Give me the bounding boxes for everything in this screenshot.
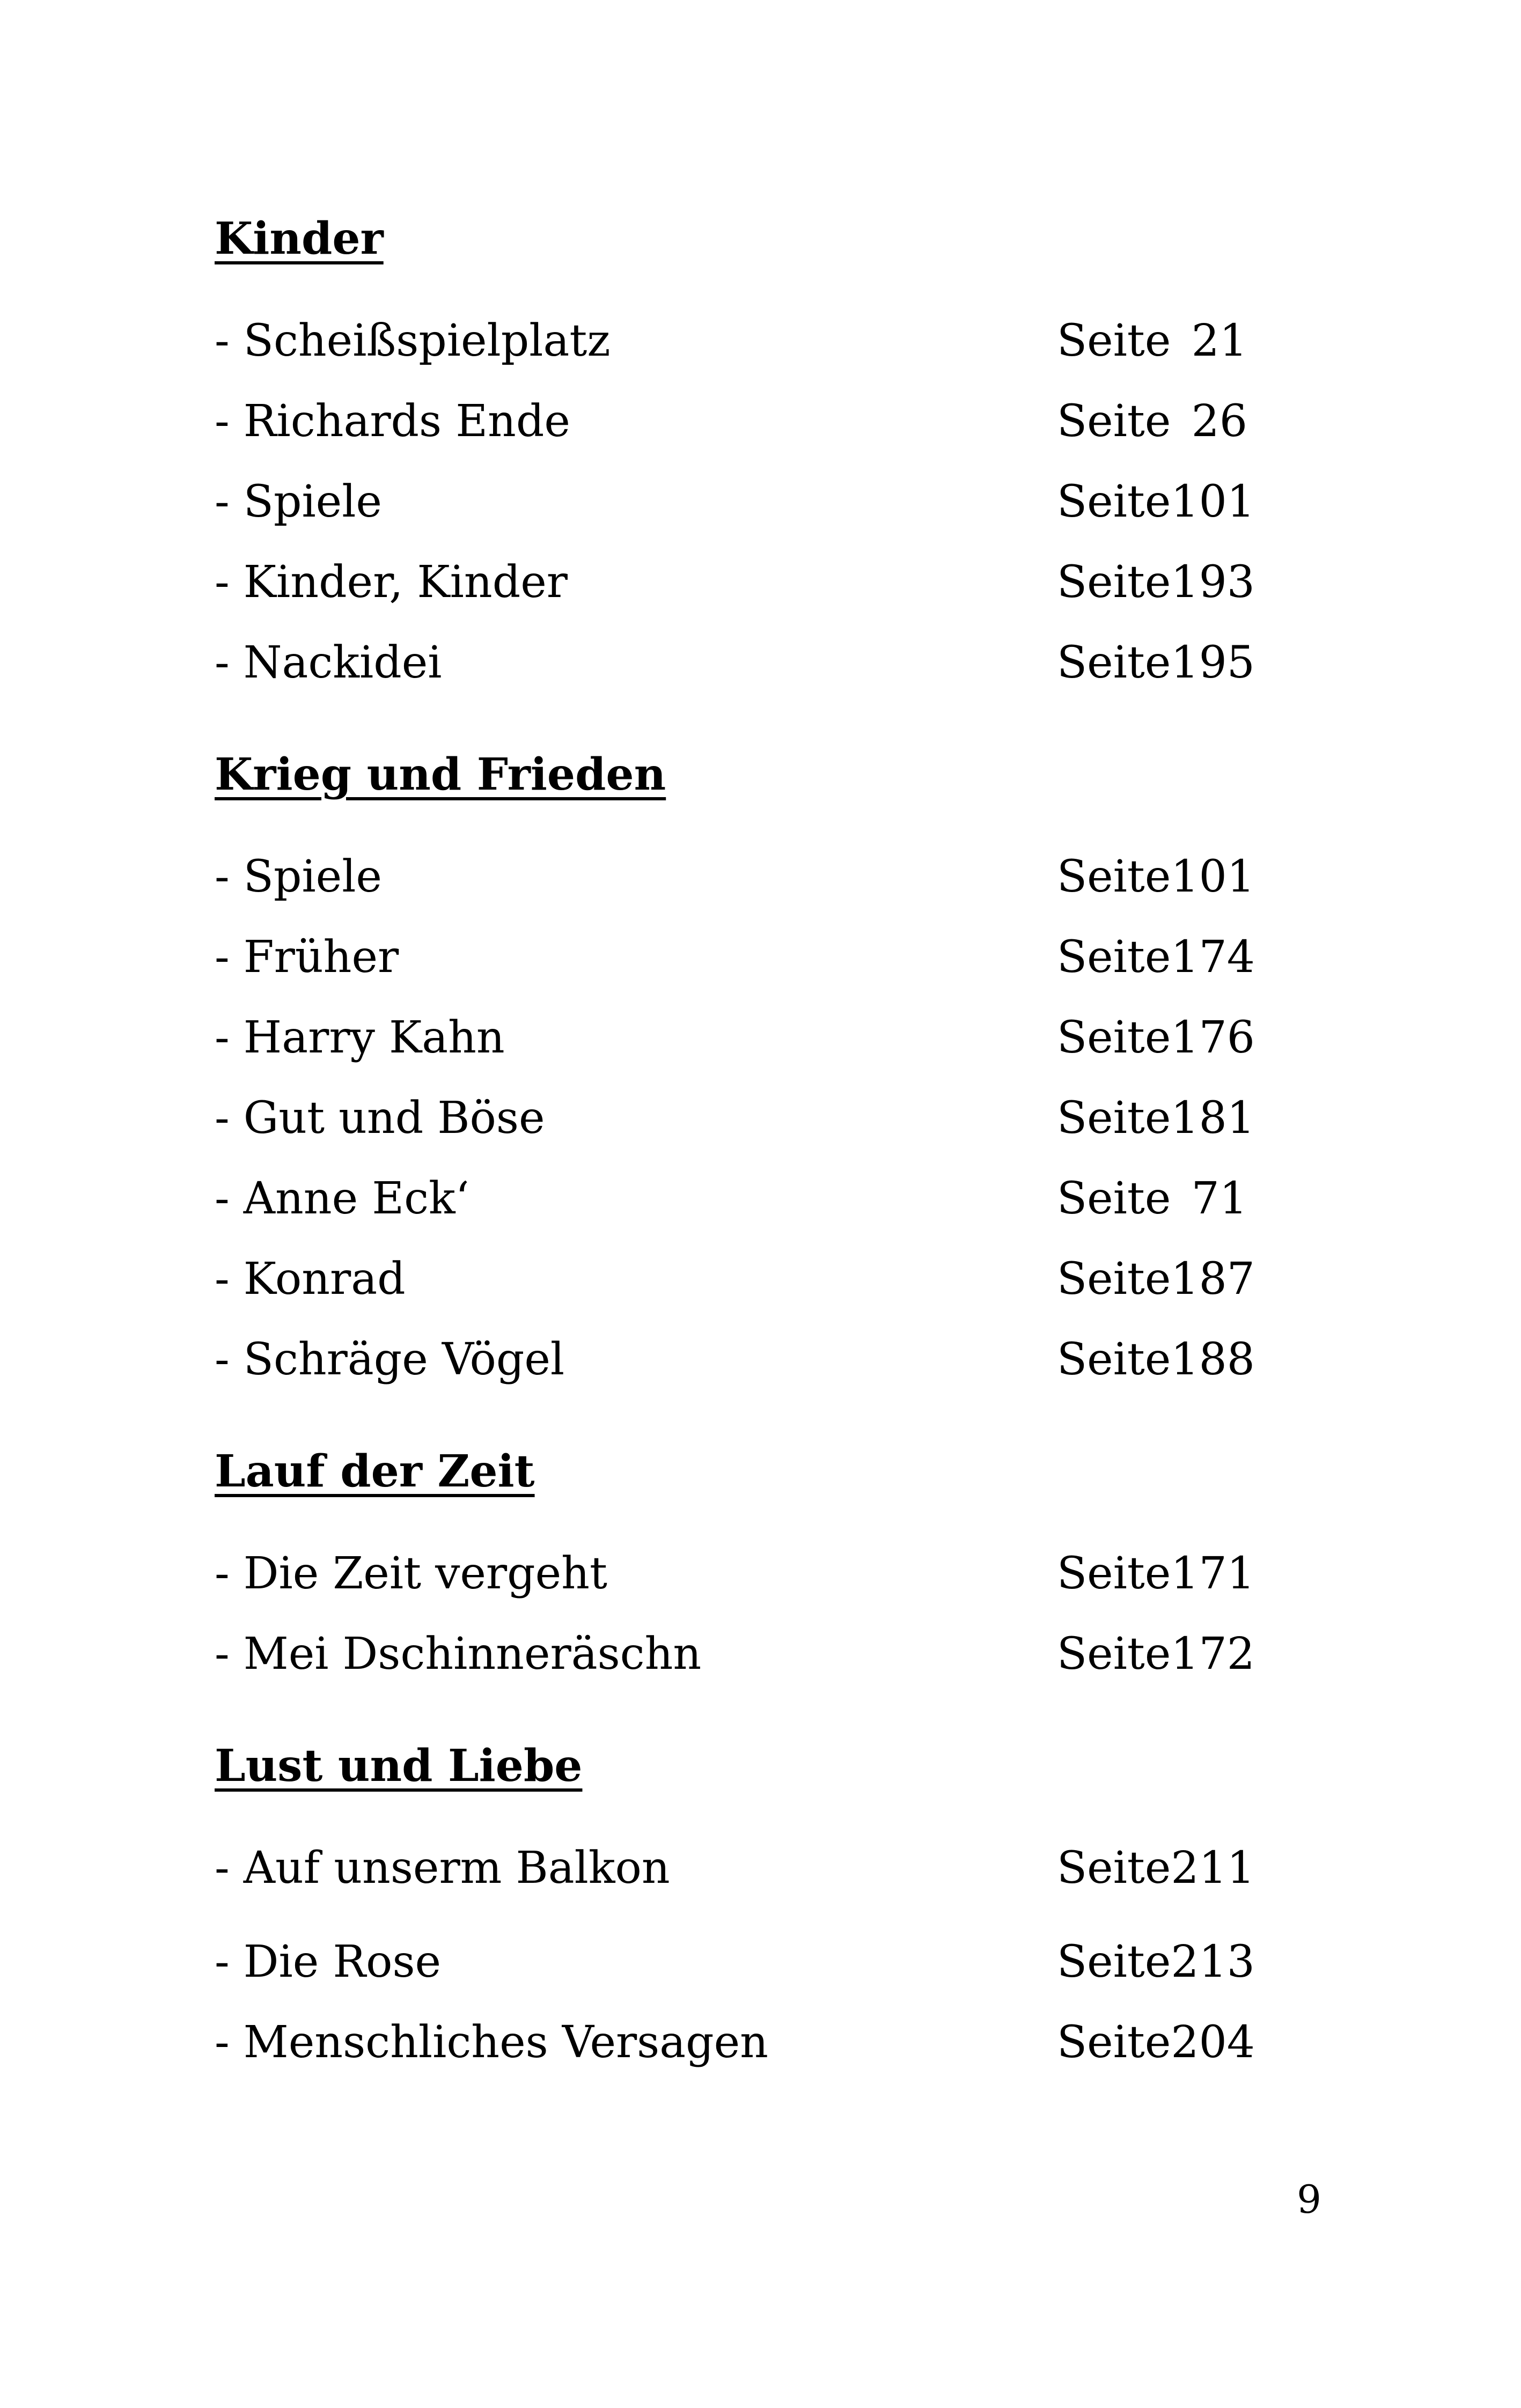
page-number-ref: 188 xyxy=(1171,1334,1255,1385)
entry-title: - Früher xyxy=(215,932,399,983)
entry-title: - Spiele xyxy=(215,476,382,527)
entry-page-ref xyxy=(1057,837,1255,917)
entry-title: - Anne Eck‘ xyxy=(215,1173,469,1224)
page-label: Seite xyxy=(1057,396,1171,447)
toc-entry xyxy=(215,1159,1247,1239)
toc-entry xyxy=(215,1239,1255,1320)
page-label: Seite xyxy=(1057,1548,1171,1599)
entry-page-ref xyxy=(1057,1828,1255,1909)
toc-section-lust-und-liebe xyxy=(215,1734,1255,2083)
toc-entry xyxy=(215,381,1247,462)
entry-page-ref xyxy=(1057,1614,1255,1695)
section-title: Kinder xyxy=(215,213,384,264)
entry-page-ref xyxy=(1057,381,1247,462)
entry-title: - Mei Dschinneräschn xyxy=(215,1629,702,1680)
toc-section-krieg-und-frieden xyxy=(215,742,1255,1400)
toc-entry xyxy=(215,837,1255,917)
toc-section-kinder xyxy=(215,207,1255,703)
toc-entry xyxy=(215,1078,1255,1159)
toc-entry xyxy=(215,623,1255,703)
toc-entry xyxy=(215,462,1255,542)
page-number-ref: 181 xyxy=(1171,1093,1255,1144)
section-title: Lauf der Zeit xyxy=(215,1446,535,1497)
entry-page-ref xyxy=(1057,1078,1255,1159)
entry-title: - Harry Kahn xyxy=(215,1012,505,1063)
page-number-ref: 213 xyxy=(1171,1936,1255,1987)
entry-title: - Richards Ende xyxy=(215,396,570,447)
entry-page-ref xyxy=(1057,917,1255,998)
toc-entry xyxy=(215,1922,1255,2002)
page-number-ref: 193 xyxy=(1171,557,1255,608)
page-label: Seite xyxy=(1057,2017,1171,2068)
section-title: Krieg und Frieden xyxy=(215,749,666,800)
page-label: Seite xyxy=(1057,1629,1171,1680)
toc-entry xyxy=(215,301,1247,381)
page-label: Seite xyxy=(1057,1334,1171,1385)
entry-page-ref xyxy=(1057,1239,1255,1320)
toc-entry xyxy=(215,542,1255,623)
entry-title: - Konrad xyxy=(215,1254,406,1305)
toc-entry xyxy=(215,1320,1255,1400)
entry-title: - Gut und Böse xyxy=(215,1093,545,1144)
toc-section-lauf-der-zeit xyxy=(215,1439,1255,1695)
toc-entry xyxy=(215,998,1255,1078)
page-label: Seite xyxy=(1057,1093,1171,1144)
page-number-ref: 101 xyxy=(1171,476,1255,527)
toc-entry xyxy=(215,1828,1255,1909)
page-number-ref: 204 xyxy=(1171,2017,1255,2068)
toc-entry xyxy=(215,917,1255,998)
entry-page-ref xyxy=(1057,1534,1255,1614)
page-number-ref: 187 xyxy=(1171,1254,1255,1305)
entry-page-ref xyxy=(1057,462,1255,542)
page-number-ref: 171 xyxy=(1171,1548,1255,1599)
page-number-ref: 101 xyxy=(1171,851,1255,902)
page-number-ref: 21 xyxy=(1191,315,1247,366)
entry-title: - Die Rose xyxy=(215,1936,442,1987)
table-of-contents xyxy=(215,207,1255,2083)
entry-title: - Schräge Vögel xyxy=(215,1334,565,1385)
entry-title: - Die Zeit vergeht xyxy=(215,1548,607,1599)
page-number-ref: 176 xyxy=(1171,1012,1255,1063)
entry-page-ref xyxy=(1057,998,1255,1078)
entry-page-ref xyxy=(1057,301,1247,381)
page-label: Seite xyxy=(1057,476,1171,527)
page-number: 9 xyxy=(1297,2177,1321,2222)
page-label: Seite xyxy=(1057,932,1171,983)
entry-title: - Scheißspielplatz xyxy=(215,315,611,366)
entry-page-ref xyxy=(1057,1320,1255,1400)
entry-title: - Nackidei xyxy=(215,637,442,688)
page-number-ref: 172 xyxy=(1171,1629,1255,1680)
page-label: Seite xyxy=(1057,1173,1171,1224)
page-label: Seite xyxy=(1057,1012,1171,1063)
page-label: Seite xyxy=(1057,851,1171,902)
page-number-ref: 26 xyxy=(1191,396,1247,447)
entry-title: - Kinder, Kinder xyxy=(215,557,568,608)
toc-entry xyxy=(215,2002,1255,2083)
entry-page-ref xyxy=(1057,1922,1255,2002)
page-label: Seite xyxy=(1057,315,1171,366)
entry-page-ref xyxy=(1057,623,1255,703)
page-label: Seite xyxy=(1057,637,1171,688)
page-label: Seite xyxy=(1057,1843,1171,1894)
toc-entry xyxy=(215,1614,1255,1695)
entry-page-ref xyxy=(1057,542,1255,623)
page-number-ref: 195 xyxy=(1171,637,1255,688)
entry-page-ref xyxy=(1057,1159,1247,1239)
entry-title: - Auf unserm Balkon xyxy=(215,1843,670,1894)
entry-title: - Spiele xyxy=(215,851,382,902)
page-label: Seite xyxy=(1057,557,1171,608)
page-number-ref: 211 xyxy=(1171,1843,1255,1894)
section-title: Lust und Liebe xyxy=(215,1740,583,1792)
entry-title: - Menschliches Versagen xyxy=(215,2017,768,2068)
page-label: Seite xyxy=(1057,1254,1171,1305)
page-label: Seite xyxy=(1057,1936,1171,1987)
entry-page-ref xyxy=(1057,2002,1255,2083)
toc-entry xyxy=(215,1534,1255,1614)
page-number-ref: 174 xyxy=(1171,932,1255,983)
page-number-ref: 71 xyxy=(1191,1173,1247,1224)
